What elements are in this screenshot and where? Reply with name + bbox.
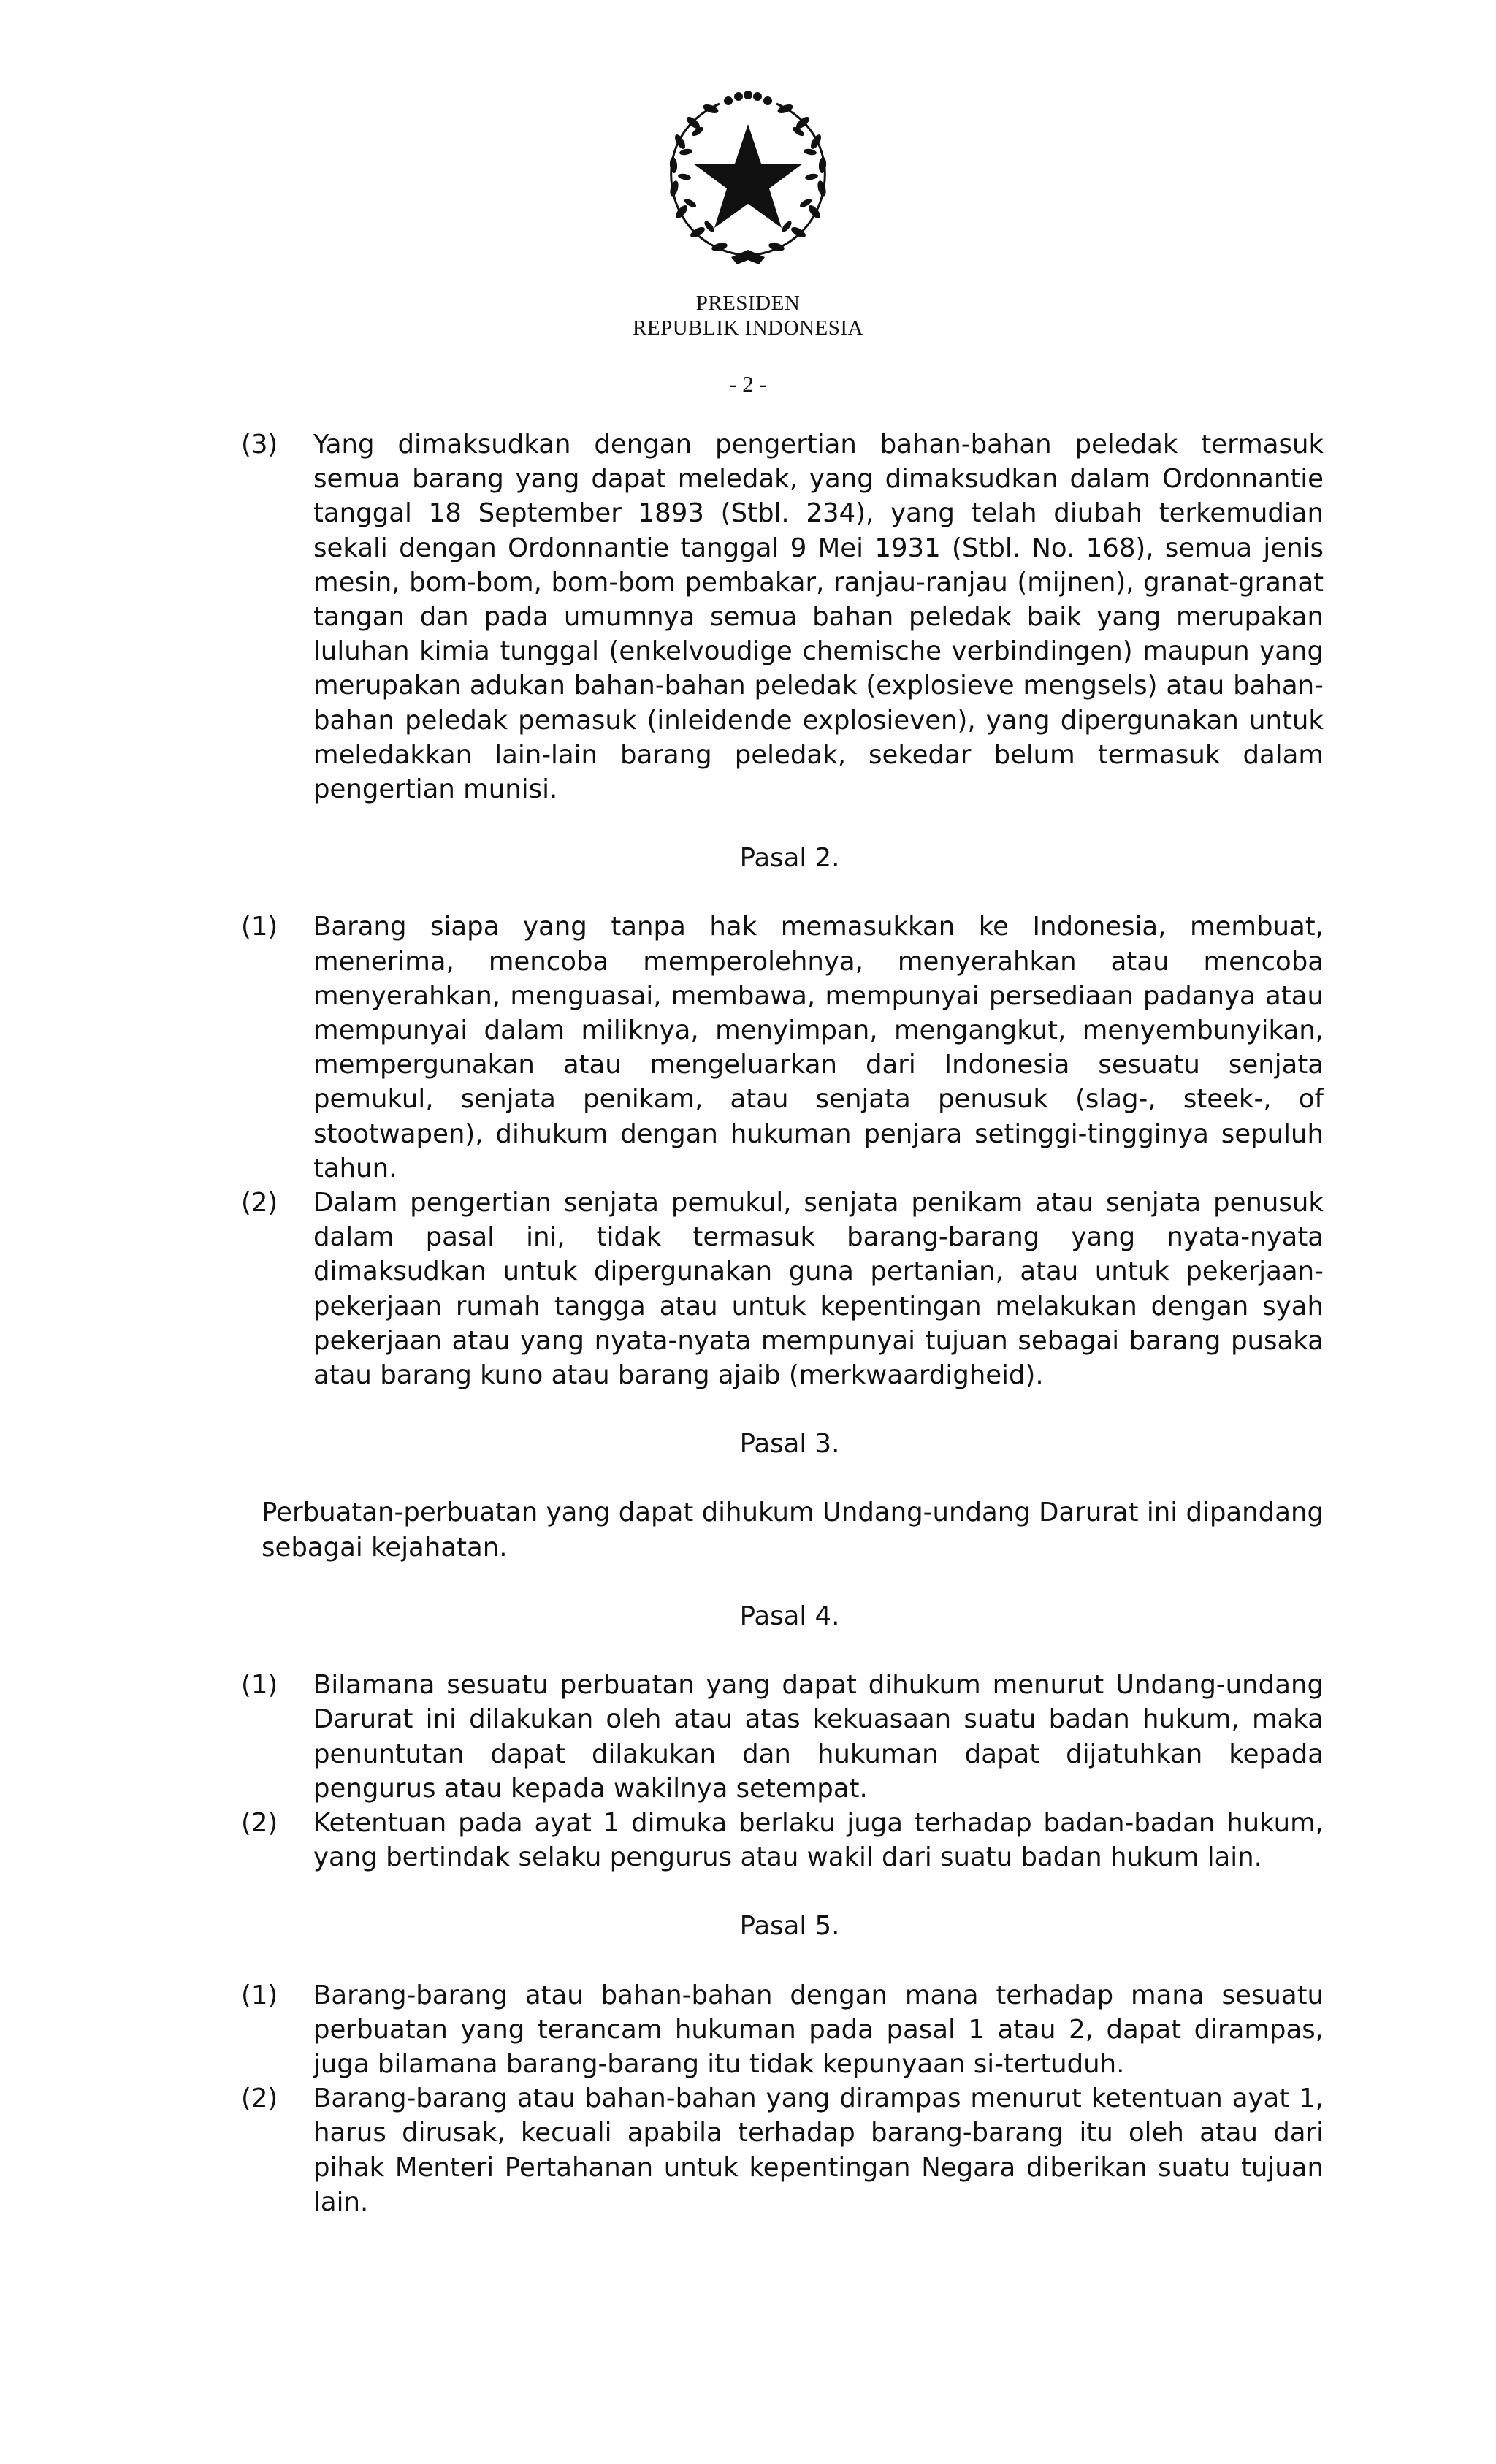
list-item <box>241 2081 1324 2219</box>
list-item <box>241 427 1324 806</box>
list-item <box>241 1668 1324 1806</box>
item-number: (1) <box>241 1670 278 1701</box>
item-text: Barang-barang atau bahan-bahan dengan mana terhadap mana sesuatu perbuatan yang terancam hukuman pada pasal 1 atau 2, dapat dirampas, juga bilamana barang-barang itu tidak kepunyaan si-tertuduh. <box>313 1980 1324 2079</box>
item-number: (2) <box>241 2083 278 2114</box>
header-republic: REPUBLIK INDONESIA <box>633 316 863 340</box>
pasal-4-heading: Pasal 4. <box>739 1601 840 1631</box>
item-text: Bilamana sesuatu perbuatan yang dapat dihukum menurut Undang-undang Darurat ini dilakukan oleh atau atas kekuasaan suatu badan hukum, maka penuntutan dapat dilakukan dan hukuman dapat dijatuhkan kepada pengurus atau kepada wakilnya setempat. <box>313 1670 1324 1804</box>
pasal-3-text: Perbuatan-perbuatan yang dapat dihukum Undang-undang Darurat ini dipandang sebagai kejahatan. <box>262 1498 1324 1563</box>
garuda-star-wreath-emblem <box>652 86 844 278</box>
item-number: (2) <box>241 1188 278 1218</box>
item-text: Yang dimaksudkan dengan pengertian bahan-bahan peledak termasuk semua barang yang dapat meledak, yang dimaksudkan dalam Ordonnantie tanggal 18 September 1893 (Stbl. 234), yang telah diubah terkemudian sekali dengan Ordonnantie tanggal 9 Mei 1931 (Stbl. No. 168), semua jenis mesin, bom-bom, bom-bom pembakar, ranjau-ranjau (mijnen), granat-granat tangan dan pada umumnya semua bahan peledak baik yang merupakan luluhan kimia tunggal (enkelvoudige chemische verbindingen) maupun yang merupakan adukan bahan-bahan peledak (explosieve mengsels) atau bahan-bahan peledak pemasuk (inleidende explosieven), yang dipergunakan untuk meledakkan lain-lain barang peledak, sekedar belum termasuk dalam pengertian munisi. <box>313 430 1324 805</box>
pasal-5-heading: Pasal 5. <box>739 1911 840 1942</box>
item-text: Barang-barang atau bahan-bahan yang dirampas menurut ketentuan ayat 1, harus dirusak, kecuali apabila terhadap barang-barang itu oleh atau dari pihak Menteri Pertahanan untuk kepentingan Negara diberikan suatu tujuan lain. <box>313 2083 1324 2217</box>
document-body <box>241 427 1324 2219</box>
item-number: (1) <box>241 1980 278 2010</box>
header-president: PRESIDEN <box>695 291 801 315</box>
item-text: Dalam pengertian senjata pemukul, senjata penikam atau senjata penusuk dalam pasal ini, tidak termasuk barang-barang yang nyata-nyata dimaksudkan untuk dipergunakan guna pertanian, atau untuk pekerjaan-pekerjaan rumah tangga atau untuk kepentingan melakukan dengan syah pekerjaan atau yang nyata-nyata mempunyai tujuan sebagai barang pusaka atau barang kuno atau barang ajaib (merkwaardigheid). <box>313 1188 1324 1391</box>
item-text: Barang siapa yang tanpa hak memasukkan ke Indonesia, membuat, menerima, mencoba memperolehnya, menyerahkan atau mencoba menyerahkan, menguasai, membawa, mempunyai persediaan padanya atau mempunyai dalam miliknya, menyimpan, mengangkut, menyembunyikan, mempergunakan atau mengeluarkan dari Indonesia sesuatu senjata pemukul, senjata penikam, atau senjata penusuk (slag-, steek-, of stootwapen), dihukum dengan hukuman penjara setinggi-tingginya sepuluh tahun. <box>313 912 1324 1183</box>
item-text: Ketentuan pada ayat 1 dimuka berlaku juga terhadap badan-badan hukum, yang bertindak selaku pengurus atau wakil dari suatu badan hukum lain. <box>313 1807 1324 1873</box>
item-number: (3) <box>241 430 278 459</box>
pasal-3-heading: Pasal 3. <box>739 1429 840 1460</box>
page-number: - 2 - <box>729 371 767 397</box>
item-number: (2) <box>241 1807 278 1838</box>
list-item <box>241 1186 1324 1392</box>
list-item <box>241 909 1324 1186</box>
pasal-2-heading: Pasal 2. <box>739 843 840 874</box>
item-number: (1) <box>241 912 278 942</box>
list-item <box>241 1806 1324 1874</box>
list-item <box>241 1978 1324 2082</box>
